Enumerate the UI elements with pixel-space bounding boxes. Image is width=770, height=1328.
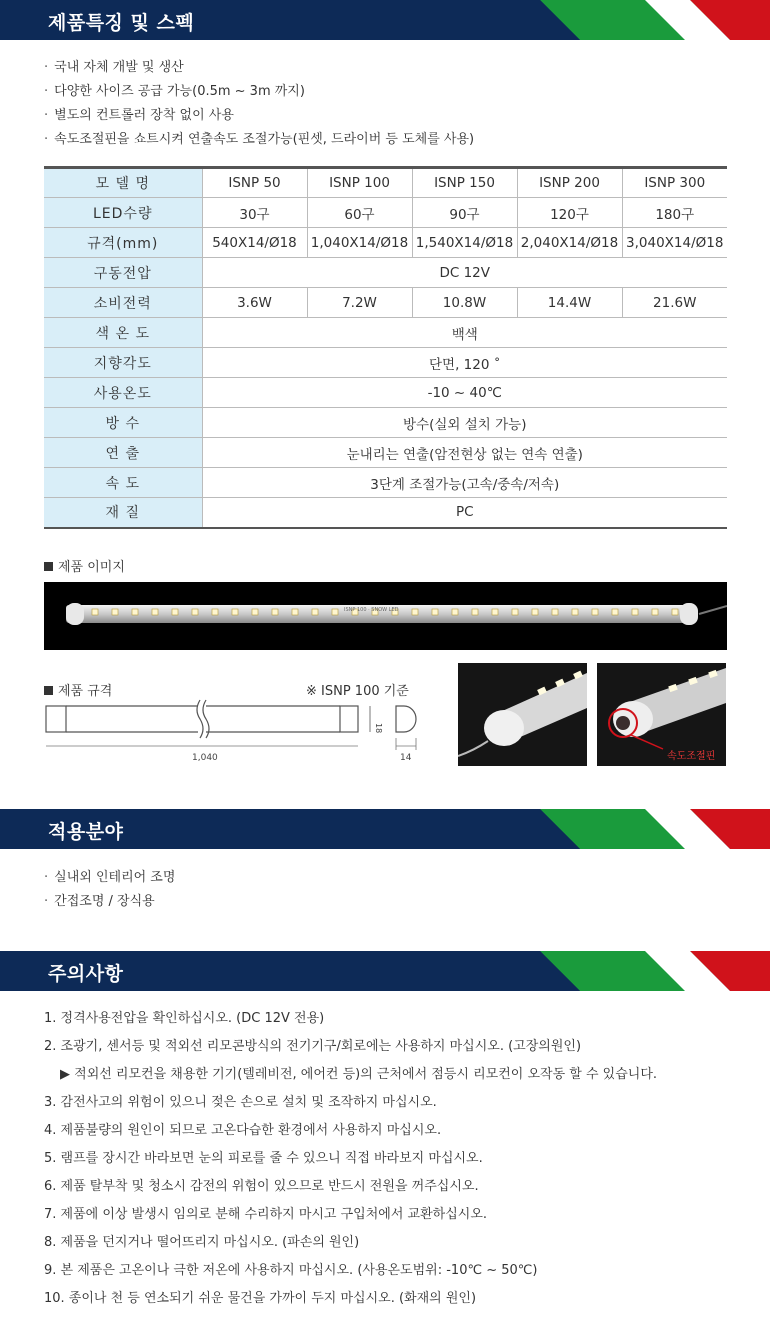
led-chip bbox=[612, 609, 618, 615]
square-bullet-icon bbox=[44, 562, 53, 571]
label-text: 제품 규격 bbox=[58, 684, 113, 699]
list-item: 6. 제품 탈부착 및 청소시 감전의 위험이 있으므로 반드시 전원을 꺼주십시오. bbox=[44, 1179, 479, 1194]
list-item: 2. 조광기, 센서등 및 적외선 리모콘방식의 전기기구/회로에는 사용하지 마십시오. (고장의원인) bbox=[44, 1039, 582, 1054]
section-title: 제품특징 및 스펙 bbox=[48, 12, 195, 34]
led-chip bbox=[332, 609, 338, 615]
list-item: ▶ 적외선 리모컨을 채용한 기기(텔레비전, 에어컨 등)의 근처에서 점등시 리모컨이 오작동 할 수 있습니다. bbox=[60, 1067, 658, 1082]
spec-note: ※ ISNP 100 기준 bbox=[306, 684, 409, 699]
led-bar-illustration bbox=[44, 582, 727, 650]
table-cell: 2,040X14/Ø18 bbox=[517, 228, 622, 258]
list-item: 9. 본 제품은 고온이나 극한 저온에 사용하지 마십시오. (사용온도범위: -10℃ ~ 50℃) bbox=[44, 1263, 538, 1278]
section-title: 적용분야 bbox=[48, 821, 124, 843]
endcap-photo-art bbox=[458, 663, 587, 766]
row-label: 속 도 bbox=[44, 468, 202, 498]
feature-list bbox=[44, 56, 474, 152]
table-row bbox=[44, 408, 727, 438]
endcap-photo bbox=[458, 663, 587, 766]
led-chip bbox=[432, 609, 438, 615]
led-chip bbox=[492, 609, 498, 615]
led-chip bbox=[452, 609, 458, 615]
table-row bbox=[44, 168, 727, 198]
table-cell: 10.8W bbox=[412, 288, 517, 318]
list-item: · 국내 자체 개발 및 생산 bbox=[44, 56, 474, 80]
row-label: 모 델 명 bbox=[44, 168, 202, 198]
list-item: · 실내외 인테리어 조명 bbox=[44, 866, 175, 890]
led-chip bbox=[512, 609, 518, 615]
row-label: 재 질 bbox=[44, 498, 202, 528]
table-cell: 90구 bbox=[412, 198, 517, 228]
label-text: 제품 이미지 bbox=[58, 560, 125, 575]
row-label: 색 온 도 bbox=[44, 318, 202, 348]
list-item: 8. 제품을 던지거나 떨어뜨리지 마십시오. (파손의 원인) bbox=[44, 1235, 360, 1250]
table-cell: 21.6W bbox=[622, 288, 727, 318]
section-title: 주의사항 bbox=[48, 963, 124, 985]
bar-print-text: ISNP 100 · SNOW LED bbox=[344, 607, 399, 613]
table-cell: ISNP 150 bbox=[412, 168, 517, 198]
section-banner-applications bbox=[0, 809, 770, 849]
table-cell: 3,040X14/Ø18 bbox=[622, 228, 727, 258]
led-chip bbox=[92, 609, 98, 615]
list-item: · 별도의 컨트롤러 장착 없이 사용 bbox=[44, 104, 474, 128]
led-chip bbox=[312, 609, 318, 615]
table-row bbox=[44, 378, 727, 408]
section-banner-cautions bbox=[0, 951, 770, 991]
led-chip bbox=[532, 609, 538, 615]
led-chip bbox=[172, 609, 178, 615]
led-chip bbox=[152, 609, 158, 615]
row-label: 지향각도 bbox=[44, 348, 202, 378]
table-cell: 14.4W bbox=[517, 288, 622, 318]
row-label: 연 출 bbox=[44, 438, 202, 468]
table-cell: 7.2W bbox=[307, 288, 412, 318]
table-cell: 3단계 조절가능(고속/중속/저속) bbox=[202, 468, 727, 498]
table-cell: 540X14/Ø18 bbox=[202, 228, 307, 258]
speed-pin-photo bbox=[597, 663, 726, 766]
list-item: · 다양한 사이즈 공급 가능(0.5m ~ 3m 까지) bbox=[44, 80, 474, 104]
speed-pin-callout: 속도조절핀 bbox=[667, 751, 716, 762]
led-chip bbox=[652, 609, 658, 615]
table-row bbox=[44, 198, 727, 228]
list-item: · 간접조명 / 장식용 bbox=[44, 890, 175, 914]
list-item: 1. 정격사용전압을 확인하십시오. (DC 12V 전용) bbox=[44, 1011, 325, 1026]
table-row bbox=[44, 438, 727, 468]
row-label: 구동전압 bbox=[44, 258, 202, 288]
table-cell: 60구 bbox=[307, 198, 412, 228]
square-bullet-icon bbox=[44, 686, 53, 695]
table-cell: 180구 bbox=[622, 198, 727, 228]
height-dimension: 18 bbox=[374, 723, 383, 734]
led-chip bbox=[572, 609, 578, 615]
list-item: 5. 램프를 장시간 바라보면 눈의 피로를 줄 수 있으니 직접 바라보지 마십시오. bbox=[44, 1151, 483, 1166]
table-cell: PC bbox=[202, 498, 727, 528]
row-label: 사용온도 bbox=[44, 378, 202, 408]
led-chip bbox=[632, 609, 638, 615]
table-row bbox=[44, 348, 727, 378]
list-item: · 속도조절핀을 쇼트시켜 연출속도 조절가능(핀셋, 드라이버 등 도체를 사용) bbox=[44, 128, 474, 152]
led-chip bbox=[552, 609, 558, 615]
length-dimension: 1,040 bbox=[192, 753, 218, 763]
tricolor-decoration bbox=[540, 0, 770, 40]
tricolor-decoration bbox=[540, 951, 770, 991]
table-row bbox=[44, 468, 727, 498]
led-chip bbox=[592, 609, 598, 615]
list-item: 3. 감전사고의 위험이 있으니 젖은 손으로 설치 및 조작하지 마십시오. bbox=[44, 1095, 437, 1110]
led-chip bbox=[272, 609, 278, 615]
led-chip bbox=[112, 609, 118, 615]
table-cell: 3.6W bbox=[202, 288, 307, 318]
table-cell: -10 ~ 40℃ bbox=[202, 378, 727, 408]
led-chip bbox=[212, 609, 218, 615]
speed-pin-photo-art bbox=[597, 663, 726, 766]
spec-table bbox=[44, 166, 727, 529]
table-row bbox=[44, 288, 727, 318]
table-cell: 1,540X14/Ø18 bbox=[412, 228, 517, 258]
table-cell: 120구 bbox=[517, 198, 622, 228]
list-item: 7. 제품에 이상 발생시 임의로 분해 수리하지 마시고 구입처에서 교환하십시오. bbox=[44, 1207, 488, 1222]
table-cell: 단면, 120 ˚ bbox=[202, 348, 727, 378]
table-row bbox=[44, 228, 727, 258]
led-chip bbox=[412, 609, 418, 615]
application-list bbox=[44, 866, 175, 914]
product-spec-label bbox=[44, 680, 112, 699]
row-label: 규격(mm) bbox=[44, 228, 202, 258]
table-cell: ISNP 100 bbox=[307, 168, 412, 198]
list-item: 10. 종이나 천 등 연소되기 쉬운 물건을 가까이 두지 마십시오. (화재의 원인) bbox=[44, 1291, 477, 1306]
width-dimension: 14 bbox=[400, 753, 412, 763]
table-cell: ISNP 300 bbox=[622, 168, 727, 198]
table-row bbox=[44, 318, 727, 348]
table-cell: 눈내리는 연출(암전현상 없는 연속 연출) bbox=[202, 438, 727, 468]
table-cell: 백색 bbox=[202, 318, 727, 348]
row-label: 방 수 bbox=[44, 408, 202, 438]
led-chip bbox=[132, 609, 138, 615]
led-chip bbox=[472, 609, 478, 615]
tricolor-decoration bbox=[540, 809, 770, 849]
dimension-drawing bbox=[40, 698, 420, 764]
table-cell: 30구 bbox=[202, 198, 307, 228]
led-chip bbox=[232, 609, 238, 615]
product-image bbox=[44, 582, 727, 650]
row-label: 소비전력 bbox=[44, 288, 202, 318]
table-cell: 1,040X14/Ø18 bbox=[307, 228, 412, 258]
section-banner-specs bbox=[0, 0, 770, 40]
table-cell: ISNP 50 bbox=[202, 168, 307, 198]
led-chip bbox=[192, 609, 198, 615]
table-row bbox=[44, 258, 727, 288]
led-chip bbox=[672, 609, 678, 615]
table-cell: ISNP 200 bbox=[517, 168, 622, 198]
product-image-label bbox=[44, 556, 125, 575]
table-row bbox=[44, 498, 727, 528]
list-item: 4. 제품불량의 원인이 되므로 고온다습한 환경에서 사용하지 마십시오. bbox=[44, 1123, 442, 1138]
row-label: LED수량 bbox=[44, 198, 202, 228]
led-chip bbox=[252, 609, 258, 615]
table-cell: DC 12V bbox=[202, 258, 727, 288]
led-chip bbox=[292, 609, 298, 615]
caution-list bbox=[44, 1005, 657, 1313]
table-cell: 방수(실외 설치 가능) bbox=[202, 408, 727, 438]
